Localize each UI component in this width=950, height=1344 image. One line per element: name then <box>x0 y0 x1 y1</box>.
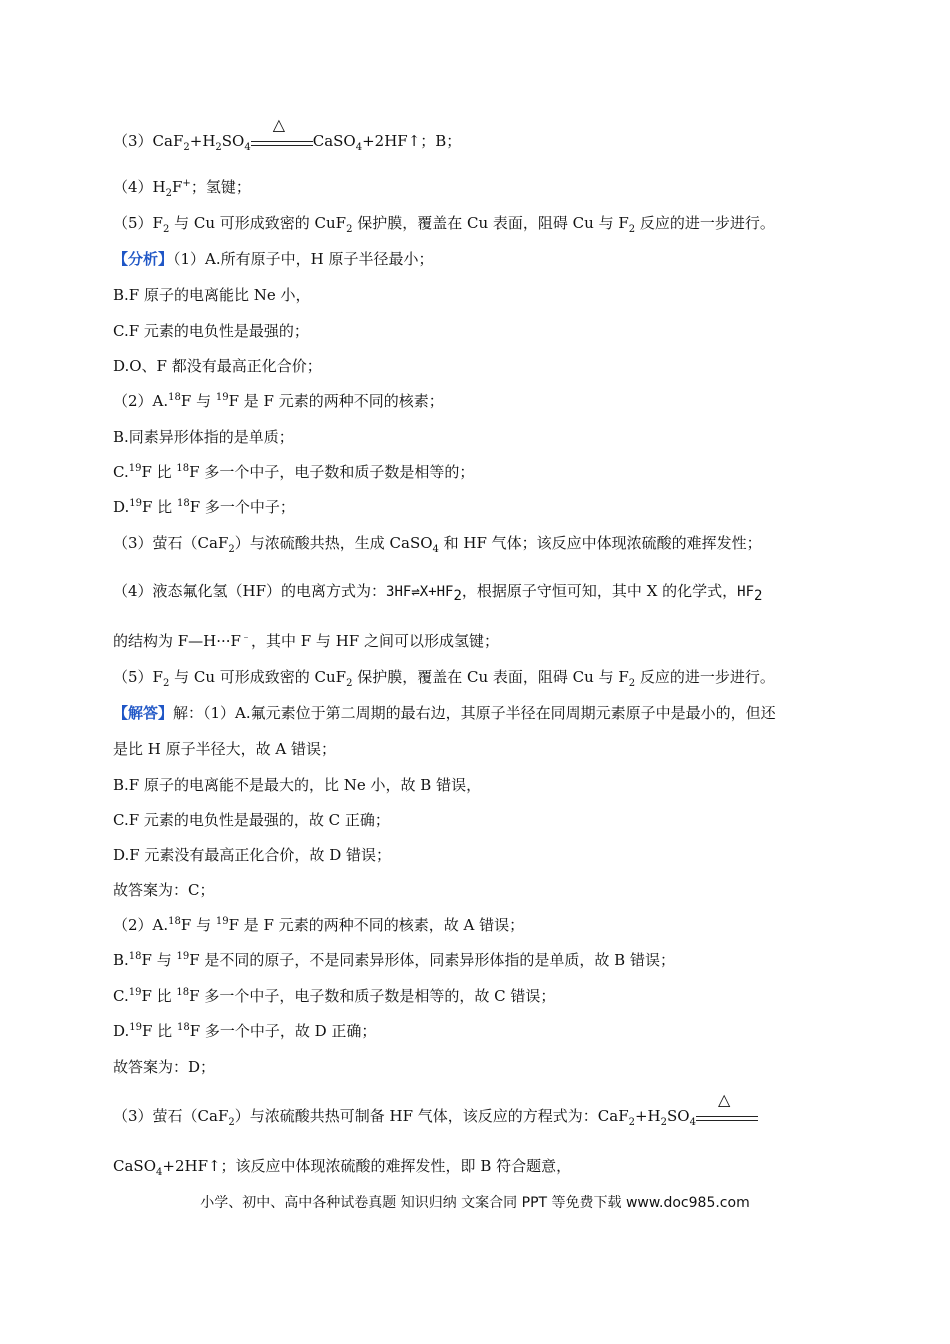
analysis-line-2: B.F 原子的电离能比 Ne 小， <box>113 286 311 304</box>
analysis-line-4: D.O、F 都没有最高正化合价； <box>113 357 322 375</box>
analysis-tag: 【分析】 <box>113 250 174 268</box>
analysis-line-5: （2）A.$^{18}$F 与 $^{19}$F 是 F 元素的两种不同的核素； <box>113 392 444 410</box>
analysis-line-10: （4）液态氟化氢（HF）的电离方式为：$3HF\rightleftharpoons X+HF_2$，根据原子守恒可知，其中 X 的化学式，$HF_2$ <box>113 582 763 604</box>
solution-line-3: B.F 原子的电离能不是最大的，比 Ne 小，故 B 错误， <box>113 776 482 794</box>
solution-line-6: 故答案为：C； <box>113 881 215 899</box>
analysis-line-1: 【分析】（1）A.所有原子中，H 原子半径最小； <box>113 250 434 268</box>
solution-line-2: 是比 H 原子半径大，故 A 错误； <box>113 740 336 758</box>
analysis-line-6: B.同素异形体指的是单质； <box>113 428 294 446</box>
solution-line-13: CaSO$_4$+2HF↑；该反应中体现浓硫酸的难挥发性，即 B 符合题意， <box>113 1157 572 1178</box>
heating-equals-sign <box>696 1090 758 1126</box>
analysis-line-7: C.$^{19}$F 比 $^{18}$F 多一个中子，电子数和质子数是相等的； <box>113 463 475 481</box>
solution-line-11: 故答案为：D； <box>113 1058 216 1076</box>
analysis-line-3: C.F 元素的电负性是最强的； <box>113 322 309 340</box>
answer-line-3: $(3)CaF_2+H_2SO_4$ △ CaSO$_4$+2HF↑；B； <box>113 115 462 153</box>
answer-line-4: $(4)H_2F^+$；氢键； <box>113 178 251 199</box>
solution-tag: 【解答】 <box>113 704 174 722</box>
solution-line-7: （2）A.$^{18}$F 与 $^{19}$F 是 F 元素的两种不同的核素，故 A 错误； <box>113 916 525 934</box>
solution-line-5: D.F 元素没有最高正化合价，故 D 错误； <box>113 846 391 864</box>
solution-line-10: D.$^{19}$F 比 $^{18}$F 多一个中子，故 D 正确； <box>113 1022 377 1040</box>
solution-line-8: B.$^{18}$F 与 $^{19}$F 是不同的原子，不是同素异形体，同素异形体指的是单质，故 B 错误； <box>113 951 675 969</box>
heat-triangle-icon: △ <box>717 1090 731 1109</box>
analysis-line-12: $(5)F_2$ 与 Cu 可形成致密的 CuF$_2$ 保护膜，覆盖在 Cu 表面，阻碍 Cu 与 $F_2$ 反应的进一步进行。 <box>113 668 775 689</box>
solution-line-9: C.$^{19}$F 比 $^{18}$F 多一个中子，电子数和质子数是相等的，故 C 错误； <box>113 987 556 1005</box>
hf2-anion: HF <box>737 584 754 600</box>
analysis-line-9: （3）萤石（CaF$_2$）与浓硫酸共热，生成 CaSO$_4$ 和 HF 气体；该反应中体现浓硫酸的难挥发性； <box>113 534 762 555</box>
solution-line-1: 【解答】解：（1）A.氟元素位于第二周期的最右边，其原子半径在同周期元素原子中是最小的，但还 <box>113 704 776 722</box>
solution-line-4: C.F 元素的电负性是最强的，故 C 正确； <box>113 811 390 829</box>
solution-line-12: （3）萤石（CaF$_2$）与浓硫酸共热可制备 HF 气体，该反应的方程式为：$CaF_2+H_2SO_4$ △ <box>113 1106 860 1126</box>
answer-line-5: $(5)F_2$ 与 Cu 可形成致密的 CuF$_2$ 保护膜，覆盖在 Cu 表面，阻碍 Cu 与 $F_2$ 反应的进一步进行。 <box>113 214 775 235</box>
ionization-equation: 3HF⇌X+HF <box>386 584 454 600</box>
analysis-line-11: 的结构为 F—H···F﹣，其中 F 与 HF 之间可以形成氢键； <box>113 632 499 650</box>
heat-triangle-icon: △ <box>272 115 286 134</box>
analysis-line-8: D.$^{19}$F 比 $^{18}$F 多一个中子； <box>113 498 295 516</box>
heating-equals-sign <box>251 115 313 151</box>
footer-watermark: 小学、初中、高中各种试卷真题 知识归纳 文案合同 PPT 等免费下载 www.doc985.com <box>200 1195 750 1211</box>
